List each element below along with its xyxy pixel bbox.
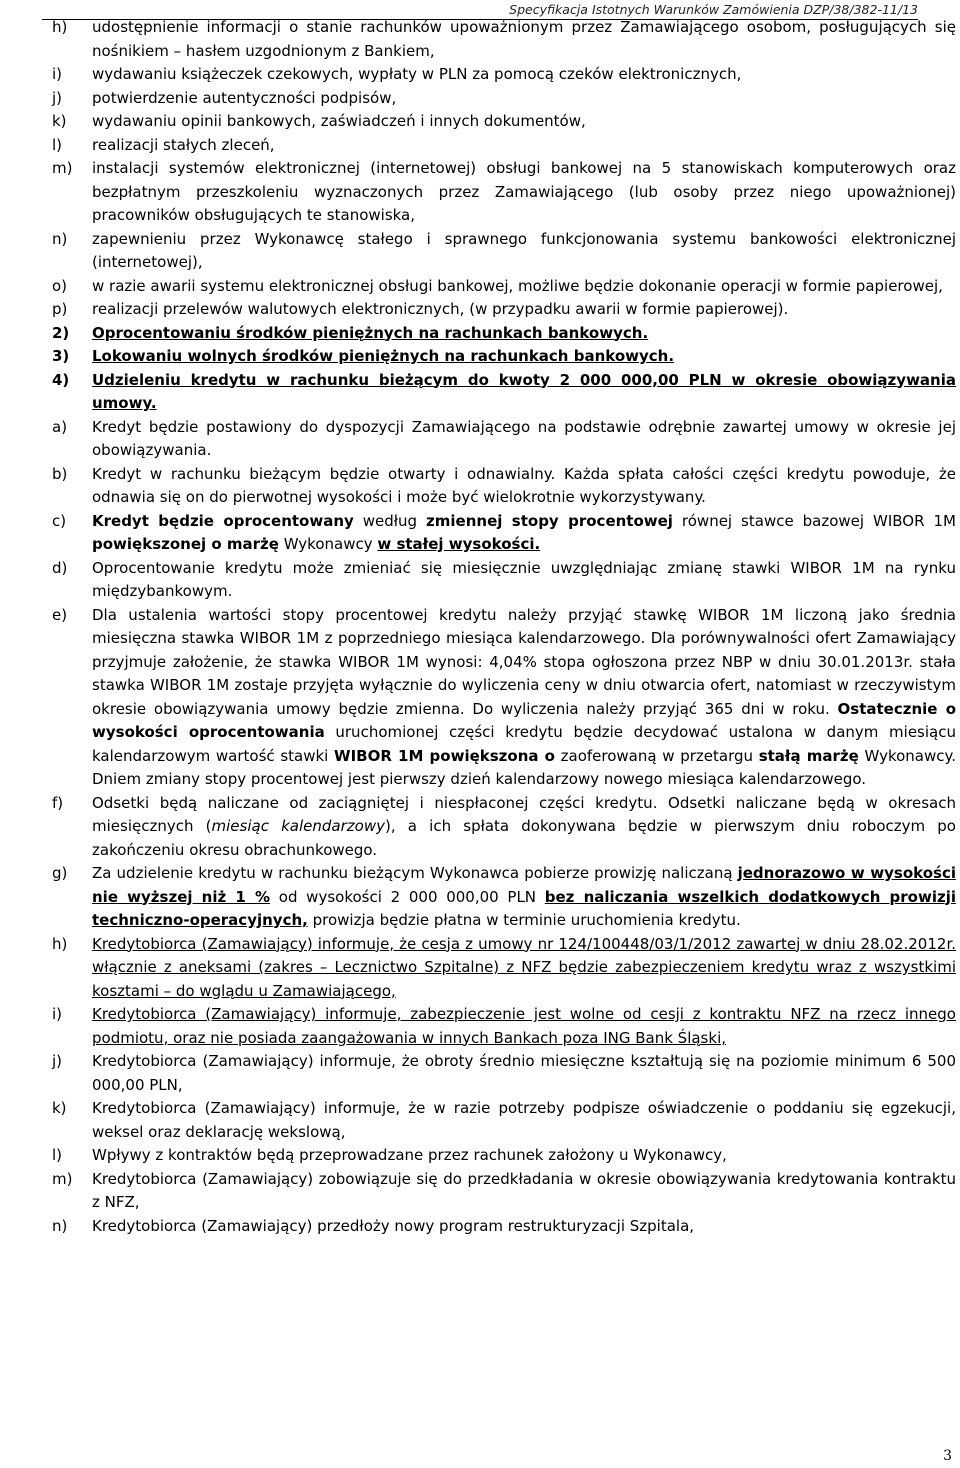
list-item (52, 792, 956, 863)
item-label: j) (52, 1052, 63, 1070)
item-text (92, 933, 956, 1004)
text-bold: zmiennej stopy procentowej (426, 511, 673, 530)
list-item (52, 1144, 956, 1168)
text-run: Wykonawcy (278, 535, 378, 553)
section-heading (52, 369, 956, 416)
text-run: Wykonawcy. Dniem zmiany stopy procentowej jest pierwszy dzień kalendarzowy nowego miesiąca kalendarzowego. (92, 746, 956, 788)
item-text: Wpływy z kontraktów będą przeprowadzane przez rachunek założony u Wykonawcy, (92, 1146, 727, 1164)
item-text (92, 510, 956, 557)
item-label: l) (52, 1146, 63, 1164)
item-label: h) (52, 934, 68, 953)
list-item (52, 416, 956, 463)
list-item (52, 16, 956, 63)
text-run: według (353, 511, 427, 530)
item-text: Kredytobiorca (Zamawiający) przedłoży nowy program restrukturyzacji Szpitala, (92, 1216, 695, 1235)
item-text (92, 792, 956, 863)
list-item (52, 1003, 956, 1050)
text-run: Dla ustalenia wartości stopy procentowej kredytu należy przyjąć stawkę WIBOR 1M liczoną jako średnia miesięczna stawka WIBOR 1M z poprzedniego miesiąca kalendarzowego. Dla porównywalności ofert Zamawiający przyjmuje założenie, że stawka WIBOR 1M wynosi: 4,04% stopa ogłoszona przez NBP w dniu 30.01.2013r. stała stawka WIBOR 1M zostaje przyjęta wyłącznie do wyliczenia ceny w dniu otwarcia ofert, natomiast w rzeczywistym okresie obowiązywania umowy będzie zmienna. Do wyliczenia należy przyjąć 365 dni w roku. (92, 605, 956, 718)
item-label: n) (52, 229, 68, 248)
text-run: ), a ich spłata dokonywana będzie w pierwszym dniu roboczym po zakończeniu okresu obrachunkowego. (92, 817, 956, 859)
page-number: 3 (943, 1448, 952, 1464)
item-label: k) (52, 1099, 67, 1117)
item-label: l) (52, 135, 63, 154)
list-item (52, 63, 956, 87)
item-label: g) (52, 864, 68, 882)
text-run: zaoferowaną w przetargu (554, 746, 759, 765)
item-label: i) (52, 65, 63, 83)
item-text: zapewnieniu przez Wykonawcę stałego i sprawnego funkcjonowania systemu bankowości elektronicznej (internetowej), (92, 229, 956, 271)
section-heading (52, 345, 956, 369)
text-bold-underlined: jednorazowo w wysokości nie wyższej niż 1 % (92, 864, 956, 906)
list-item (52, 134, 956, 158)
list-item (52, 463, 956, 510)
text-bold: stałą marżę (758, 746, 859, 765)
text-run: Kredytobiorca (Zamawiający) informuje, że cesja z umowy nr 124/100448/03/1/2012 zawartej w dniu 28.02.2012r. (92, 934, 956, 953)
text-run: włącznie z aneksami (zakres – Lecznictwo Szpitalne) z NFZ będzie zabezpieczeniem kredytu wraz z wszystkimi kosztami – do wglądu u Zamawiającego, (92, 958, 956, 1000)
list-item (52, 862, 956, 933)
item-text: Kredytobiorca (Zamawiający) informuje, że w razie potrzeby podpisze oświadczenie o poddaniu się egzekucji, weksel oraz deklarację wekslową, (92, 1099, 956, 1141)
list-item (52, 1097, 956, 1144)
item-text: realizacji przelewów walutowych elektronicznych, (w przypadku awarii w formie papierowej). (92, 300, 789, 318)
text-bold-underlined: w stałej wysokości. (377, 535, 541, 553)
item-label: a) (52, 417, 68, 436)
item-label: c) (52, 511, 67, 530)
text-run: Odsetki będą naliczane od zaciągniętej i niespłaconej części kredytu. Odsetki naliczane będą w okresach miesięcznych ( (92, 793, 956, 835)
document-body (52, 16, 956, 1238)
list-item (52, 228, 956, 275)
item-label: p) (52, 300, 68, 318)
list-item (52, 275, 956, 299)
section-title: Udzieleniu kredytu w rachunku bieżącym do kwoty 2 000 000,00 PLN w okresie obowiązywania umowy. (92, 370, 956, 412)
list-item (52, 157, 956, 228)
list-item (52, 933, 956, 1004)
section-label: 4) (52, 370, 70, 389)
item-label: f) (52, 793, 64, 812)
item-text: Oprocentowanie kredytu może zmieniać się miesięcznie uwzględniając zmianę stawki WIBOR 1M na rynku międzybankowym. (92, 558, 956, 600)
item-text (92, 862, 956, 933)
text-italic: miesiąc kalendarzowy (211, 817, 385, 835)
text-bold: Kredyt będzie oprocentowany (92, 511, 354, 530)
item-label: n) (52, 1216, 68, 1235)
item-text: Kredyt w rachunku bieżącym będzie otwarty i odnawialny. Każda spłata całości części kredytu powoduje, że odnawia się on do pierwotnej wysokości i może być wielokrotnie wykorzystywany. (92, 464, 956, 506)
list-item (52, 110, 956, 134)
section-title: Lokowaniu wolnych środków pieniężnych na rachunkach bankowych. (92, 347, 675, 365)
section-heading (52, 322, 956, 346)
text-run: Za udzielenie kredytu w rachunku bieżącym Wykonawca pobierze prowizję naliczaną (92, 864, 738, 882)
text-bold: powiększonej o marżę (92, 535, 279, 553)
section-title: Oprocentowaniu środków pieniężnych na rachunkach bankowych. (92, 323, 649, 342)
item-label: e) (52, 605, 68, 624)
text-bold-underlined: bez naliczania wszelkich dodatkowych prowizji techniczno-operacyjnych, (92, 887, 956, 929)
item-text: udostępnienie informacji o stanie rachunków upoważnionym przez Zamawiającego osobom, posługujących się nośnikiem – hasłem uzgodnionym z Bankiem, (92, 18, 956, 60)
list-item (52, 1215, 956, 1239)
item-text: Kredytobiorca (Zamawiający) informuje, zabezpieczenie jest wolne od cesji z kontraktu NFZ na rzecz innego podmiotu, oraz nie posiada zaangażowania w innych Bankach poza ING Bank Śląski, (92, 1005, 956, 1047)
item-text: wydawaniu opinii bankowych, zaświadczeń i innych dokumentów, (92, 112, 586, 130)
item-text: realizacji stałych zleceń, (92, 135, 275, 154)
list-item (52, 1050, 956, 1097)
item-text: Kredytobiorca (Zamawiający) zobowiązuje się do przedkładania w okresie obowiązywania kredytowania kontraktu z NFZ, (92, 1169, 956, 1211)
text-bold: Ostatecznie o wysokości oprocentowania (92, 699, 956, 741)
list-item (52, 604, 956, 792)
item-label: o) (52, 276, 68, 295)
item-text: potwierdzenie autentyczności podpisów, (92, 88, 397, 107)
item-text: w razie awarii systemu elektronicznej obsługi bankowej, możliwe będzie dokonanie operacji w formie papierowej, (92, 276, 943, 295)
list-item (52, 1168, 956, 1215)
list-item (52, 87, 956, 111)
text-run: prowizja będzie płatna w terminie uruchomienia kredytu. (307, 911, 741, 929)
item-label: j) (52, 88, 63, 107)
item-text: wydawaniu książeczek czekowych, wypłaty w PLN za pomocą czeków elektronicznych, (92, 65, 742, 83)
list-item (52, 557, 956, 604)
text-bold: WIBOR 1M powiększona o (334, 746, 555, 765)
text-run: od wysokości 2 000 000,00 PLN (270, 887, 545, 906)
item-label: m) (52, 159, 73, 177)
item-label: i) (52, 1005, 63, 1023)
item-label: d) (52, 558, 68, 577)
item-text: instalacji systemów elektronicznej (internetowej) obsługi bankowej na 5 stanowiskach komputerowych oraz bezpłatnym przeszkoleniu wyznaczonych przez Zamawiającego (lub osoby przez niego upoważnionej) pracowników obsługujących te stanowiska, (92, 159, 956, 224)
item-text: Kredyt będzie postawiony do dyspozycji Zamawiającego na podstawie odrębnie zawartej umowy w okresie jej obowiązywania. (92, 417, 956, 459)
item-text: Kredytobiorca (Zamawiający) informuje, że obroty średnio miesięczne kształtują się na poziomie minimum 6 500 000,00 PLN, (92, 1052, 956, 1094)
text-run: równej stawce bazowej WIBOR 1M (672, 511, 956, 530)
item-text (92, 604, 956, 792)
item-label: k) (52, 112, 67, 130)
list-item (52, 510, 956, 557)
text-run: uruchomionej części kredytu będzie decydować ustalona w danym miesiącu kalendarzowym wartość stawki (92, 723, 956, 765)
item-label: b) (52, 464, 68, 483)
section-label: 3) (52, 347, 70, 365)
item-label: m) (52, 1169, 73, 1188)
item-label: h) (52, 18, 68, 36)
section-label: 2) (52, 323, 70, 342)
list-item (52, 298, 956, 322)
page-header: Specyfikacja Istotnych Warunków Zamówienia DZP/38/382-11/13 (509, 2, 918, 17)
